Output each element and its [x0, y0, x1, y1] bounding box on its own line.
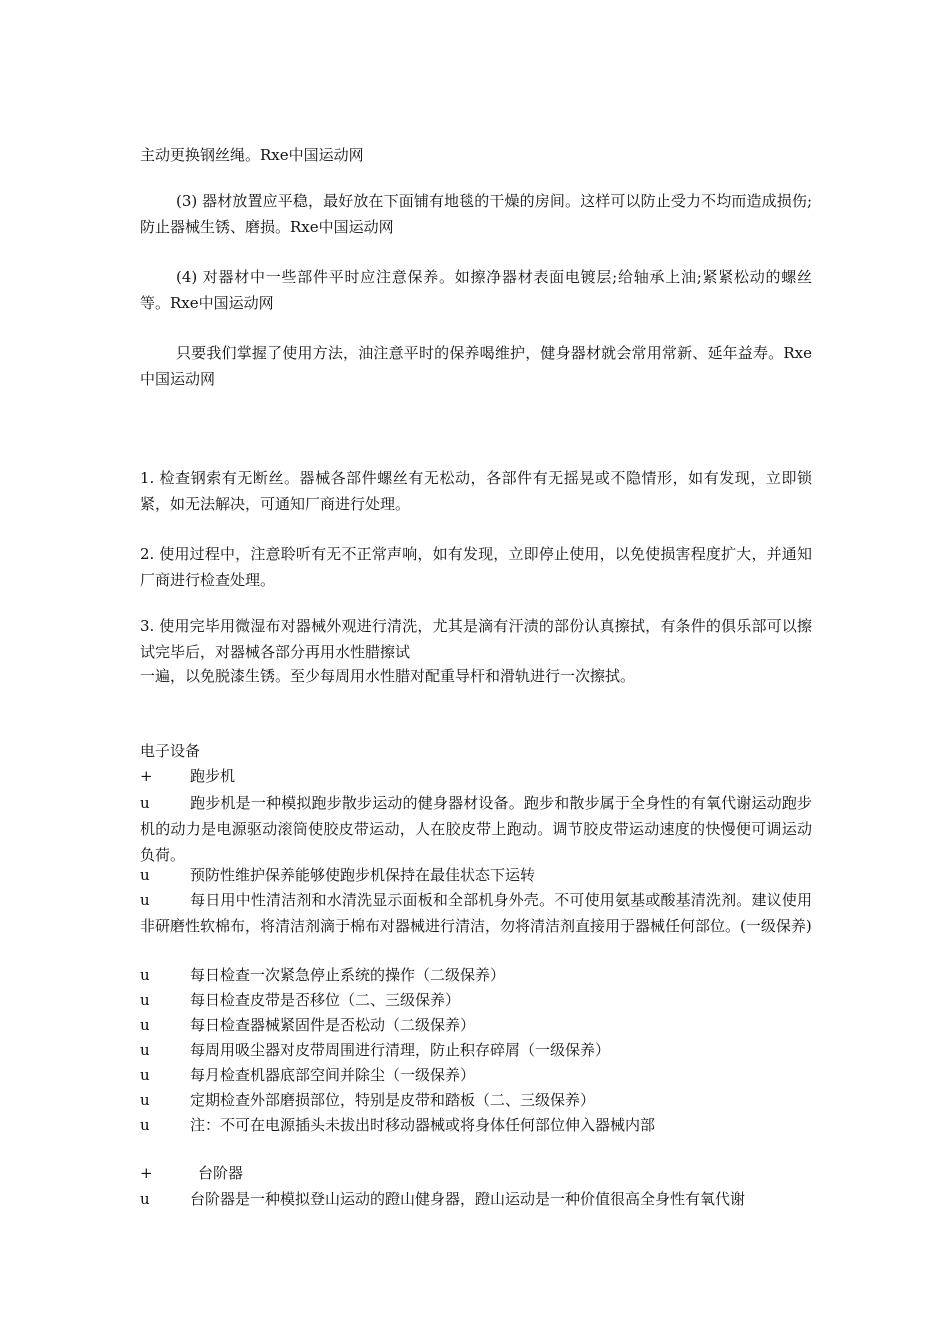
stepper-heading [140, 1160, 812, 1186]
bullet-u: u [140, 1091, 150, 1109]
treadmill-item-7 [140, 1037, 812, 1063]
treadmill-item-text: 每日检查皮带是否移位（二、三级保养） [190, 991, 461, 1009]
bullet-u: u [140, 891, 150, 909]
treadmill-item-text: 预防性维护保养能够使跑步机保持在最佳状态下运转 [190, 866, 536, 884]
bullet-u: u [140, 1016, 150, 1034]
treadmill-item-text: 跑步机是一种模拟跑步散步运动的健身器材设备。跑步和散步属于全身性的有氧代谢运动跑步机的动力是电源驱动滚筒使胶皮带运动，人在胶皮带上跑动。调节胶皮带运动速度的快慢便可调运动负荷。 [140, 794, 812, 864]
stepper-item-1 [140, 1186, 812, 1212]
paragraph-3: (4) 对器材中一些部件平时应注意保养。如擦净器材表面电镀层;给轴承上油;紧紧松动的螺丝等。Rxe中国运动网 [140, 268, 812, 312]
treadmill-item-text: 每日检查一次紧急停止系统的操作（二级保养） [190, 966, 506, 984]
bullet-plus: + [140, 1164, 153, 1182]
treadmill-item-8 [140, 1062, 812, 1088]
treadmill-heading [140, 763, 812, 789]
numbered-item-2: 2. 使用过程中，注意聆听有无不正常声响，如有发现，立即停止使用，以免使损害程度扩大，并通知厂商进行检查处理。 [140, 545, 812, 589]
stepper-title: 台阶器 [198, 1164, 244, 1182]
treadmill-title: 跑步机 [190, 767, 236, 785]
numbered-item-3-continued: 一遍，以免脱漆生锈。至少每周用水性腊对配重导杆和滑轨进行一次擦拭。 [140, 667, 636, 685]
bullet-u: u [140, 991, 150, 1009]
bullet-u: u [140, 1190, 150, 1208]
treadmill-item-9 [140, 1087, 812, 1113]
treadmill-item-10 [140, 1112, 812, 1138]
bullet-u: u [140, 866, 150, 884]
treadmill-item-text: 每日检查器械紧固件是否松动（二级保养） [190, 1016, 476, 1034]
treadmill-item-text: 每周用吸尘器对皮带周围进行清理，防止积存碎屑（一级保养） [190, 1041, 611, 1059]
numbered-item-1: 1. 检查钢索有无断丝。器械各部件螺丝有无松动，各部件有无摇晃或不隐情形，如有发现，立即锁紧，如无法解决，可通知厂商进行处理。 [140, 469, 812, 513]
bullet-u: u [140, 1041, 150, 1059]
treadmill-item-4 [140, 962, 812, 988]
bullet-u: u [140, 966, 150, 984]
paragraph-2: (3) 器材放置应平稳，最好放在下面铺有地毯的干燥的房间。这样可以防止受力不均而造成损伤;防止器械生锈、磨损。Rxe中国运动网 [140, 192, 812, 236]
bullet-u: u [140, 1116, 150, 1134]
paragraph-1: 主动更换钢丝绳。Rxe中国运动网 [140, 146, 364, 164]
bullet-u: u [140, 1066, 150, 1084]
bullet-plus: + [140, 767, 153, 785]
treadmill-item-6 [140, 1012, 812, 1038]
treadmill-item-5 [140, 987, 812, 1013]
treadmill-item-2 [140, 862, 812, 888]
paragraph-4: 只要我们掌握了使用方法，油注意平时的保养喝维护，健身器材就会常用常新、延年益寿。Rxe中国运动网 [140, 344, 812, 388]
treadmill-item-1 [140, 790, 812, 868]
treadmill-item-text: 每月检查机器底部空间并除尘（一级保养） [190, 1066, 476, 1084]
treadmill-item-text: 每日用中性清洁剂和水清洗显示面板和全部机身外壳。不可使用氨基或酸基清洗剂。建议使用非研磨性软棉布，将清洁剂滴于棉布对器械进行清洁，勿将清洁剂直接用于器械任何部位。(一级保养) [140, 891, 812, 935]
section-title: 电子设备 [140, 742, 201, 760]
bullet-u: u [140, 794, 150, 812]
treadmill-item-text: 注：不可在电源插头未拔出时移动器械或将身体任何部位伸入器械内部 [190, 1116, 656, 1134]
treadmill-item-text: 定期检查外部磨损部位，特别是皮带和踏板（二、三级保养） [190, 1091, 596, 1109]
numbered-item-3: 3. 使用完毕用微湿布对器械外观进行清洗，尤其是滴有汗渍的部份认真擦拭，有条件的俱乐部可以擦试完毕后，对器械各部分再用水性腊擦试 [140, 617, 812, 661]
stepper-item-text: 台阶器是一种模拟登山运动的蹬山健身器，蹬山运动是一种价值很高全身性有氧代谢 [190, 1190, 746, 1208]
treadmill-item-3 [140, 887, 812, 939]
